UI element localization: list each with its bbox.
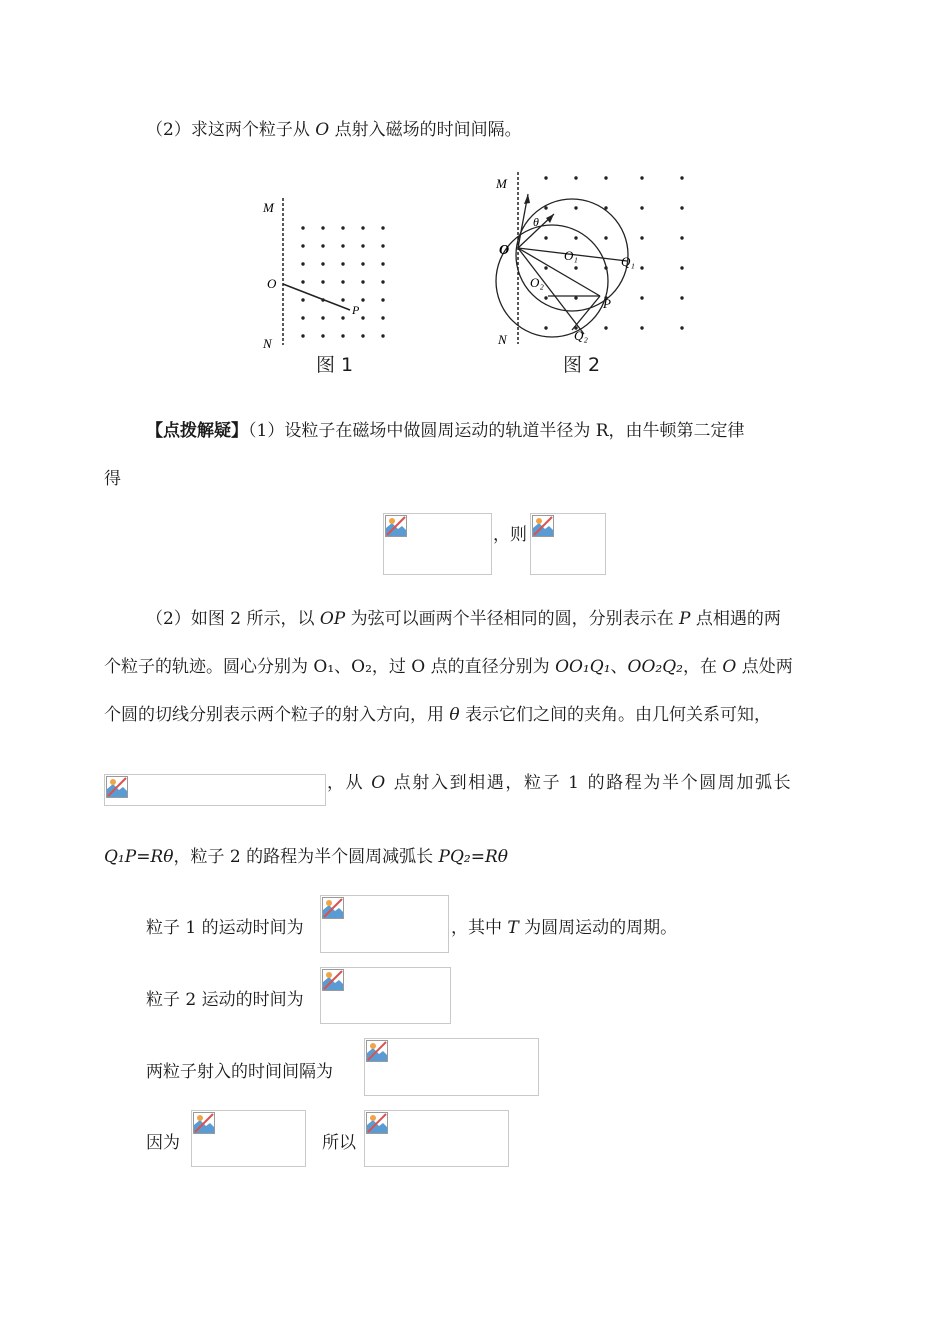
- broken-image-icon: [193, 1112, 215, 1134]
- field-dot-18: [361, 280, 364, 283]
- solution-line-1: 【点拨解疑】（1）设粒子在磁场中做圆周运动的轨道半径为 R，由牛顿第二定律: [146, 421, 745, 441]
- field-dot-1: [574, 176, 577, 179]
- field-dot-3: [640, 176, 643, 179]
- field-dot-27: [341, 316, 344, 319]
- field-dot-2: [341, 226, 344, 229]
- field-dot-28: [640, 326, 643, 329]
- field-dot-4: [381, 226, 384, 229]
- p2-line-1: （2）如图 2 所示，以 OP 为弦可以画两个半径相同的圆，分别表示在 P 点相遇的两: [146, 609, 781, 629]
- field-dot-10: [301, 262, 304, 265]
- field-dot-19: [381, 280, 384, 283]
- field-dot-23: [361, 298, 364, 301]
- field-dot-18: [640, 266, 643, 269]
- field-dot-8: [640, 206, 643, 209]
- fig2-label-q1: Q₁: [621, 254, 635, 269]
- because-label: 因为: [146, 1133, 180, 1153]
- broken-image-icon: [366, 1040, 388, 1062]
- fig2-label-q2: Q₂: [574, 328, 588, 343]
- broken-image-icon: [532, 515, 554, 537]
- field-dot-11: [574, 236, 577, 239]
- formula-image-because: [191, 1110, 306, 1167]
- so-label: 所以: [322, 1133, 356, 1153]
- field-dot-33: [361, 334, 364, 337]
- field-dot-6: [574, 206, 577, 209]
- then-text: ，则: [493, 525, 527, 545]
- field-dot-14: [680, 236, 683, 239]
- field-dot-29: [381, 316, 384, 319]
- figure-2: [492, 168, 692, 378]
- field-dot-26: [321, 316, 324, 319]
- field-dot-12: [341, 262, 344, 265]
- field-dot-6: [321, 244, 324, 247]
- formula-image-dt: [364, 1038, 539, 1096]
- figure-2-diagram: [492, 168, 692, 378]
- solution-heading: 【点拨解疑】: [146, 421, 248, 441]
- field-dot-8: [361, 244, 364, 247]
- fig1-label-p: P: [352, 303, 360, 317]
- fig1-label-m: M: [263, 200, 274, 215]
- field-dot-20: [544, 296, 547, 299]
- figure-1-caption: 图 1: [316, 354, 354, 376]
- field-dot-19: [680, 266, 683, 269]
- field-dot-15: [301, 280, 304, 283]
- field-dot-11: [321, 262, 324, 265]
- fig1-label-o: O: [267, 276, 277, 291]
- field-dot-24: [680, 296, 683, 299]
- fig2-label-o: O: [499, 243, 510, 258]
- fig2-label-o2: O₂: [530, 275, 544, 290]
- field-dot-24: [381, 298, 384, 301]
- field-dot-1: [321, 226, 324, 229]
- formula-image-1: [383, 513, 492, 575]
- fig2-label-n: N: [498, 332, 507, 347]
- field-dot-12: [604, 236, 607, 239]
- field-dot-20: [301, 298, 304, 301]
- field-dot-0: [301, 226, 304, 229]
- field-dot-4: [680, 176, 683, 179]
- question-2: （2）求这两个粒子从 O 点射入磁场的时间间隔。: [146, 120, 522, 140]
- fig2-label-m: M: [496, 176, 507, 191]
- broken-image-icon: [106, 776, 128, 798]
- field-dot-5: [301, 244, 304, 247]
- dt-label: 两粒子射入的时间间隔为: [146, 1062, 333, 1082]
- field-dot-21: [574, 296, 577, 299]
- fig2-label-theta: θ: [533, 215, 539, 229]
- field-dot-22: [341, 298, 344, 301]
- field-dot-31: [321, 334, 324, 337]
- field-dot-7: [341, 244, 344, 247]
- formula-image-3: [104, 774, 326, 806]
- field-dot-25: [544, 326, 547, 329]
- formula-image-2: [530, 513, 606, 575]
- field-dot-13: [361, 262, 364, 265]
- t1-label: 粒子 1 的运动时间为: [146, 918, 304, 938]
- broken-image-icon: [385, 515, 407, 537]
- broken-image-icon: [366, 1112, 388, 1134]
- field-dot-25: [301, 316, 304, 319]
- t2-label: 粒子 2 运动的时间为: [146, 990, 304, 1010]
- field-dot-23: [640, 296, 643, 299]
- fig2-label-p: P: [603, 296, 611, 311]
- field-dot-10: [544, 236, 547, 239]
- p2-line-5: Q₁P=Rθ，粒子 2 的路程为半个圆周减弧长 PQ₂=Rθ: [104, 847, 508, 867]
- field-dot-30: [301, 334, 304, 337]
- field-dot-17: [341, 280, 344, 283]
- p2-line-3: 个圆的切线分别表示两个粒子的射入方向，用 θ 表示它们之间的夹角。由几何关系可知，: [104, 705, 772, 725]
- fig1-label-n: N: [263, 336, 272, 351]
- figure-2-caption: 图 2: [563, 354, 601, 376]
- field-dot-16: [321, 280, 324, 283]
- field-dot-29: [680, 326, 683, 329]
- formula-image-so: [364, 1110, 509, 1167]
- fig2-label-o1: O₁: [564, 248, 578, 263]
- broken-image-icon: [322, 897, 344, 919]
- field-dot-27: [604, 326, 607, 329]
- p2-line-2: 个粒子的轨迹。圆心分别为 O₁、O₂，过 O 点的直径分别为 OO₁Q₁、OO₂Q₂，在 O 点处两: [104, 657, 793, 677]
- field-dot-3: [361, 226, 364, 229]
- field-dot-15: [544, 266, 547, 269]
- field-dot-32: [341, 334, 344, 337]
- field-dot-28: [361, 316, 364, 319]
- field-dot-34: [381, 334, 384, 337]
- formula-image-t1: [320, 895, 449, 953]
- field-dot-13: [640, 236, 643, 239]
- formula-image-t2: [320, 967, 451, 1024]
- broken-image-icon: [322, 969, 344, 991]
- field-dot-5: [544, 206, 547, 209]
- field-dot-14: [381, 262, 384, 265]
- field-dot-9: [381, 244, 384, 247]
- p2-line-4: ，从 O 点射入到相遇，粒子 1 的路程为半个圆周加弧长: [327, 773, 793, 793]
- t1-note: ，其中 T 为圆周运动的周期。: [451, 918, 678, 938]
- solution-line-2: 得: [104, 469, 121, 489]
- field-dot-9: [680, 206, 683, 209]
- field-dot-16: [574, 266, 577, 269]
- field-dot-2: [604, 176, 607, 179]
- field-dot-0: [544, 176, 547, 179]
